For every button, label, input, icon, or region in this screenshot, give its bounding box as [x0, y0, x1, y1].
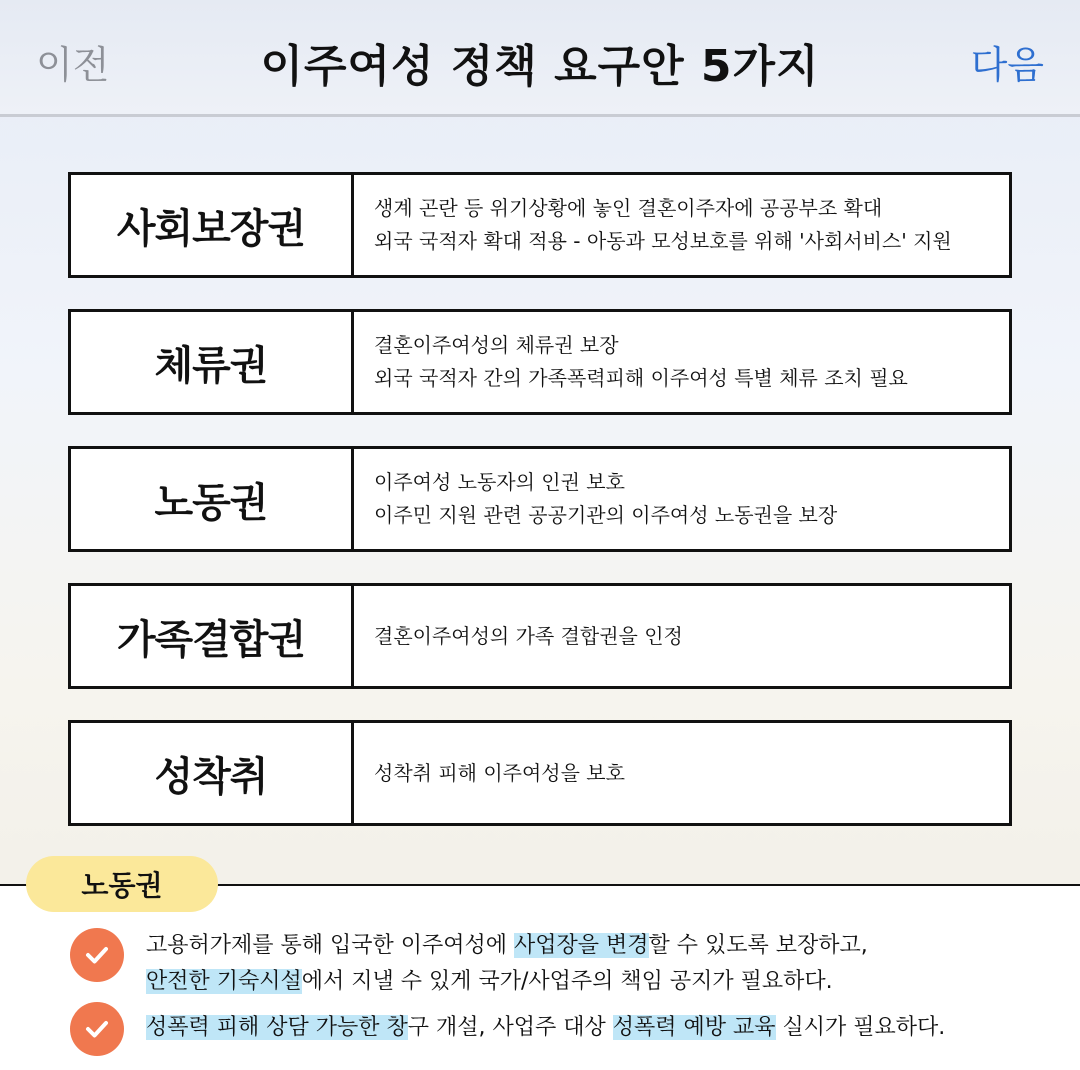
right-description	[354, 449, 1009, 549]
description-line: 외국 국적자 확대 적용 - 아동과 모성보호를 위해 '사회서비스' 지원	[374, 229, 952, 253]
right-term: 가족결합권	[71, 586, 354, 686]
highlight-text: 안전한 기숙시설	[146, 969, 302, 994]
right-term: 사회보장권	[71, 175, 354, 275]
prev-button[interactable]: 이전	[36, 43, 110, 87]
table-row	[68, 583, 1012, 689]
right-description	[354, 175, 1009, 275]
right-description	[354, 312, 1009, 412]
bullet-line	[146, 928, 868, 964]
right-term: 체류권	[71, 312, 354, 412]
right-description	[354, 723, 1009, 823]
table-row	[68, 172, 1012, 278]
table-row	[68, 309, 1012, 415]
header-bar	[0, 0, 1080, 117]
bullet-text: 실시가 필요하다.	[775, 1015, 946, 1040]
description-line: 생계 곤란 등 위기상황에 놓인 결혼이주자에 공공부조 확대	[374, 196, 883, 220]
bullet-text: 고용허가제를 통해 입국한 이주여성에	[146, 933, 515, 958]
bullet-line	[146, 964, 833, 1000]
page-title: 이주여성 정책 요구안 5가지	[260, 41, 820, 92]
bullet-text: 할 수 있도록 보장하고,	[648, 933, 868, 958]
section-tag: 노동권	[26, 856, 218, 912]
right-term: 노동권	[71, 449, 354, 549]
highlight-text: 사업장을 변경	[514, 933, 649, 958]
description-line: 결혼이주여성의 체류권 보장	[374, 333, 619, 357]
next-button[interactable]: 다음	[970, 43, 1044, 87]
right-description	[354, 586, 1009, 686]
rights-table	[68, 172, 1012, 857]
right-term: 성착취	[71, 723, 354, 823]
highlight-text: 성폭력 예방 교육	[612, 1015, 776, 1040]
bullet-line	[146, 1010, 945, 1046]
bullet-text: 에서 지낼 수 있게 국가/사업주의 책임 공지가 필요하다.	[301, 969, 833, 994]
description-line: 결혼이주여성의 가족 결합권을 인정	[374, 623, 683, 648]
description-line: 외국 국적자 간의 가족폭력피해 이주여성 특별 체류 조치 필요	[374, 366, 908, 390]
check-circle-icon	[70, 928, 124, 982]
description-line: 이주민 지원 관련 공공기관의 이주여성 노동권을 보장	[374, 503, 838, 527]
table-row	[68, 446, 1012, 552]
description-line: 이주여성 노동자의 인권 보호	[374, 470, 625, 494]
bullet-text: 구 개설, 사업주 대상	[407, 1015, 613, 1040]
table-row	[68, 720, 1012, 826]
highlight-text: 성폭력 피해 상담 가능한 창	[146, 1015, 408, 1040]
check-circle-icon	[70, 1002, 124, 1056]
description-line: 성착취 피해 이주여성을 보호	[374, 760, 625, 785]
